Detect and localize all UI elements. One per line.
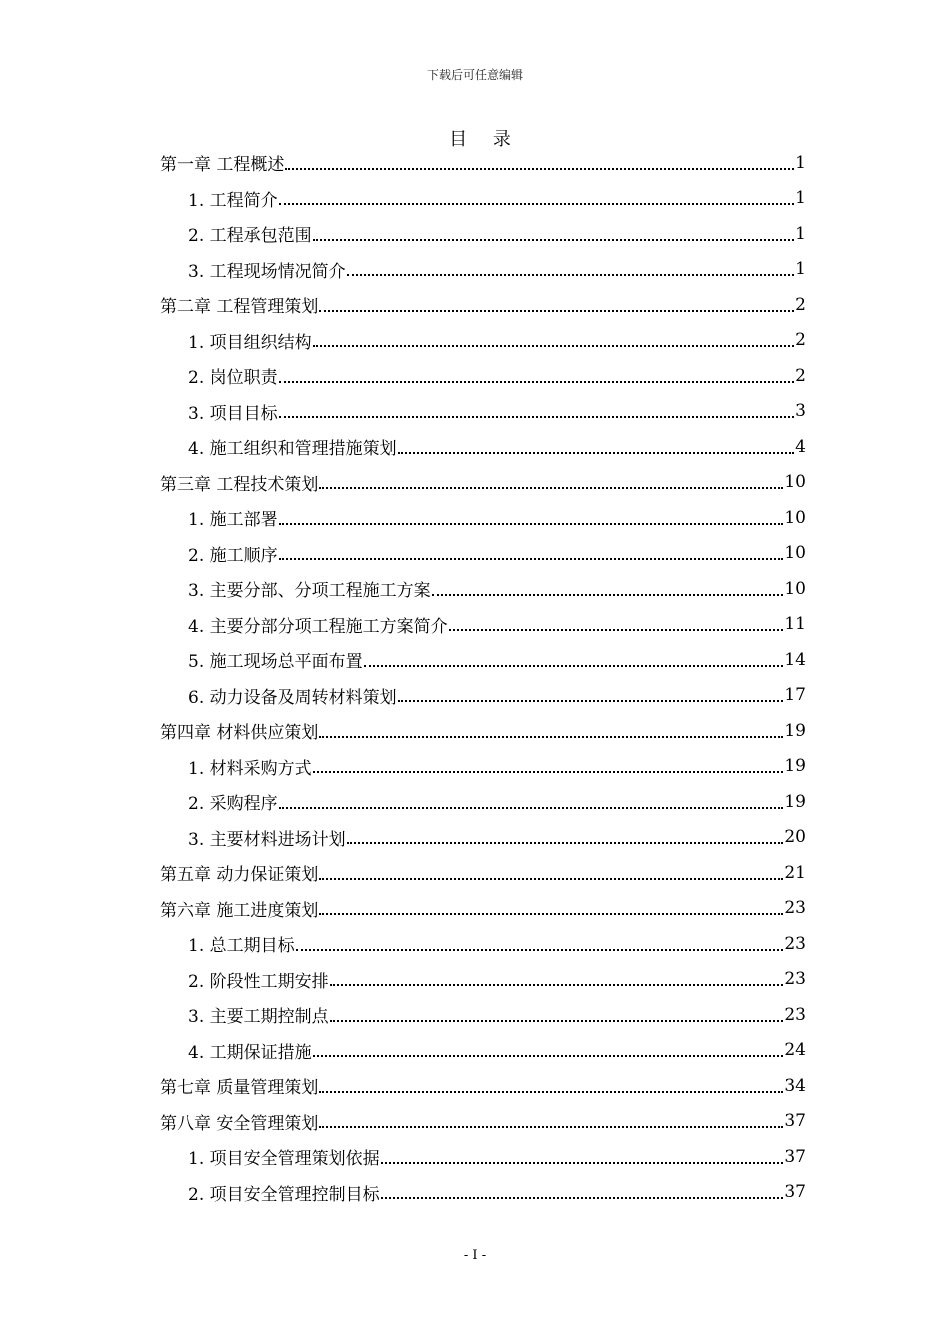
toc-entry-page: 21 [784, 862, 806, 883]
toc-entry-label: 2. 施工顺序 [188, 545, 278, 566]
toc-section-entry[interactable] [160, 997, 806, 1033]
toc-entry-page: 24 [784, 1040, 806, 1061]
dot-leader [313, 239, 795, 241]
dot-leader [296, 949, 784, 951]
dot-leader [398, 452, 795, 454]
toc-chapter-entry[interactable] [160, 287, 806, 323]
toc-section-entry[interactable] [160, 642, 806, 678]
toc-entry-label: 2. 阶段性工期安排 [188, 971, 329, 992]
dot-leader [319, 1091, 783, 1093]
dot-leader [319, 878, 783, 880]
dot-leader [347, 842, 784, 844]
dot-leader [279, 523, 784, 525]
dot-leader [279, 381, 795, 383]
toc-entry-label: 第一章 工程概述 [160, 155, 285, 176]
toc-entry-label: 4. 施工组织和管理措施策划 [188, 439, 397, 460]
toc-entry-label: 5. 施工现场总平面布置 [188, 652, 363, 673]
dot-leader [330, 1020, 784, 1022]
toc-entry-page: 2 [795, 294, 806, 315]
toc-entry-label: 3. 主要材料进场计划 [188, 829, 346, 850]
toc-entry-label: 2. 项目安全管理控制目标 [188, 1184, 380, 1205]
toc-section-entry[interactable] [160, 784, 806, 820]
toc-chapter-entry[interactable] [160, 145, 806, 181]
toc-entry-label: 第八章 安全管理策划 [160, 1113, 319, 1134]
dot-leader [381, 1197, 784, 1199]
toc-entry-page: 4 [795, 436, 806, 457]
toc-chapter-entry[interactable] [160, 891, 806, 927]
dot-leader [398, 700, 784, 702]
toc-entry-page: 1 [795, 152, 806, 173]
toc-entry-label: 1. 施工部署 [188, 510, 278, 531]
toc-chapter-entry[interactable] [160, 1068, 806, 1104]
toc-entry-label: 第五章 动力保证策划 [160, 865, 319, 886]
toc-chapter-entry[interactable] [160, 713, 806, 749]
dot-leader [279, 203, 795, 205]
toc-section-entry[interactable] [160, 323, 806, 359]
toc-section-entry[interactable] [160, 962, 806, 998]
toc-entry-label: 6. 动力设备及周转材料策划 [188, 687, 397, 708]
toc-entry-page: 2 [795, 330, 806, 351]
toc-section-entry[interactable] [160, 1139, 806, 1175]
dot-leader [319, 736, 783, 738]
dot-leader [279, 416, 795, 418]
toc-section-entry[interactable] [160, 749, 806, 785]
toc-entry-label: 3. 主要分部、分项工程施工方案 [188, 581, 431, 602]
toc-section-entry[interactable] [160, 926, 806, 962]
toc-entry-page: 10 [784, 472, 806, 493]
toc-entry-label: 1. 项目组织结构 [188, 332, 312, 353]
toc-section-entry[interactable] [160, 820, 806, 856]
toc-entry-page: 19 [784, 791, 806, 812]
toc-entry-page: 23 [784, 969, 806, 990]
page-number: - I - [463, 1248, 487, 1263]
toc-section-entry[interactable] [160, 1033, 806, 1069]
toc-entry-label: 4. 主要分部分项工程施工方案简介 [188, 616, 448, 637]
toc-section-entry[interactable] [160, 500, 806, 536]
toc-entry-label: 1. 材料采购方式 [188, 758, 312, 779]
toc-entry-page: 34 [784, 1075, 806, 1096]
toc-entry-label: 3. 主要工期控制点 [188, 1007, 329, 1028]
toc-entry-page: 23 [784, 1004, 806, 1025]
toc-section-entry[interactable] [160, 536, 806, 572]
toc-entry-page: 37 [784, 1182, 806, 1203]
toc-entry-label: 1. 项目安全管理策划依据 [188, 1149, 380, 1170]
toc-section-entry[interactable] [160, 181, 806, 217]
toc-entry-label: 3. 项目目标 [188, 403, 278, 424]
toc-section-entry[interactable] [160, 216, 806, 252]
toc-entry-page: 19 [784, 756, 806, 777]
toc-entry-page: 10 [784, 507, 806, 528]
toc-entry-page: 2 [795, 365, 806, 386]
toc-entry-page: 23 [784, 933, 806, 954]
toc-entry-label: 1. 工程简介 [188, 190, 278, 211]
toc-entry-page: 17 [784, 685, 806, 706]
toc-entry-page: 1 [795, 223, 806, 244]
toc-entry-page: 1 [795, 188, 806, 209]
toc-entry-label: 2. 岗位职责 [188, 368, 278, 389]
dot-leader [285, 168, 794, 170]
toc-chapter-entry[interactable] [160, 465, 806, 501]
dot-leader [319, 487, 783, 489]
toc-section-entry[interactable] [160, 394, 806, 430]
toc-entry-label: 1. 总工期目标 [188, 936, 295, 957]
dot-leader [347, 274, 795, 276]
toc-entry-page: 37 [784, 1111, 806, 1132]
toc-section-entry[interactable] [160, 1175, 806, 1211]
dot-leader [313, 345, 795, 347]
page-header: 下载后可任意编辑 [426, 68, 523, 82]
toc-entry-label: 3. 工程现场情况简介 [188, 261, 346, 282]
dot-leader [432, 594, 784, 596]
toc-entry-page: 37 [784, 1146, 806, 1167]
toc-entry-label: 2. 采购程序 [188, 794, 278, 815]
dot-leader [330, 984, 784, 986]
toc-section-entry[interactable] [160, 429, 806, 465]
dot-leader [381, 1162, 784, 1164]
dot-leader [449, 629, 784, 631]
dot-leader [319, 310, 794, 312]
toc-entry-page: 1 [795, 259, 806, 280]
toc-entry-page: 20 [784, 827, 806, 848]
toc-entry-label: 第六章 施工进度策划 [160, 900, 319, 921]
toc-entry-label: 第七章 质量管理策划 [160, 1078, 319, 1099]
toc-entry-label: 第三章 工程技术策划 [160, 474, 319, 495]
dot-leader [313, 1055, 784, 1057]
dot-leader [319, 913, 783, 915]
toc-section-entry[interactable] [160, 678, 806, 714]
toc-entry-label: 第二章 工程管理策划 [160, 297, 319, 318]
toc-entry-page: 23 [784, 898, 806, 919]
toc-entry-page: 14 [784, 649, 806, 670]
toc-title: 目 录 [449, 129, 521, 150]
toc-entry-page: 19 [784, 720, 806, 741]
toc-chapter-entry[interactable] [160, 1104, 806, 1140]
toc-entry-page: 10 [784, 578, 806, 599]
toc-entry-page: 3 [795, 401, 806, 422]
toc-chapter-entry[interactable] [160, 855, 806, 891]
toc-section-entry[interactable] [160, 358, 806, 394]
dot-leader [279, 558, 784, 560]
toc-section-entry[interactable] [160, 571, 806, 607]
toc-entry-page: 10 [784, 543, 806, 564]
dot-leader [364, 665, 784, 667]
dot-leader [319, 1126, 783, 1128]
dot-leader [279, 807, 784, 809]
toc-entry-label: 第四章 材料供应策划 [160, 723, 319, 744]
toc-entry-page: 11 [784, 614, 806, 635]
toc-entry-label: 4. 工期保证措施 [188, 1042, 312, 1063]
toc-entry-label: 2. 工程承包范围 [188, 226, 312, 247]
toc-section-entry[interactable] [160, 252, 806, 288]
table-of-contents [160, 145, 806, 1210]
dot-leader [313, 771, 784, 773]
toc-section-entry[interactable] [160, 607, 806, 643]
